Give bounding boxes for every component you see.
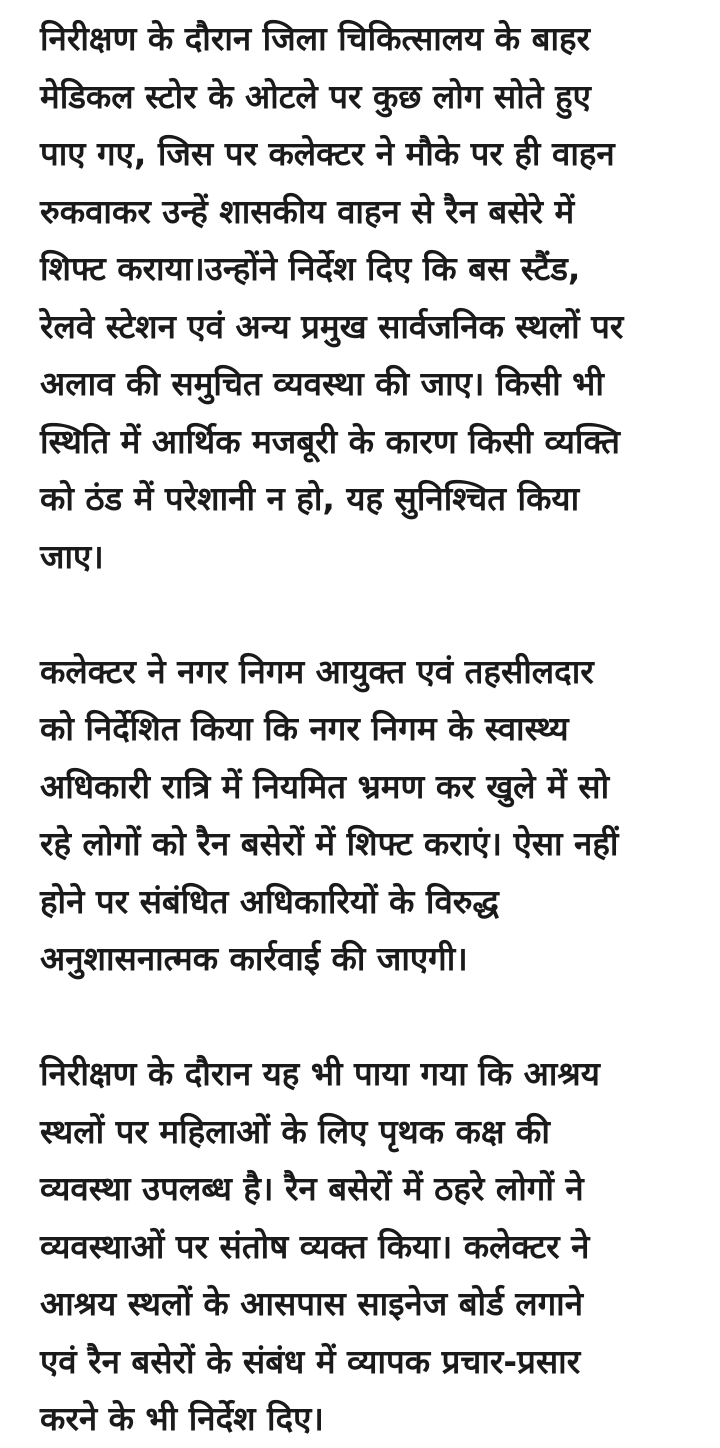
- paragraph-spacer: [40, 585, 690, 643]
- paragraph-1-line: स्थिति में आर्थिक मजबूरी के कारण किसी व्यक्ति: [40, 421, 620, 461]
- paragraph-1-line: अलाव की समुचित व्यवस्था की जाए। किसी भी: [40, 364, 604, 403]
- paragraph-2-line: कलेक्टर ने नगर निगम आयुक्त एवं तहसीलदार: [40, 651, 594, 691]
- paragraph-3-line: व्यवस्था उपलब्ध है। रैन बसेरों में ठहरे लोगों ने: [40, 1169, 584, 1208]
- paragraph-1-line: जाए।: [40, 536, 104, 576]
- paragraph-2-line: होने पर संबंधित अधिकारियों के विरुद्ध: [40, 881, 499, 921]
- paragraph-1-line: रेलवे स्टेशन एवं अन्य प्रमुख सार्वजनिक स्थलों पर: [40, 306, 624, 346]
- paragraph-2-line: अधिकारी रात्रि में नियमित भ्रमण कर खुले में सो: [40, 766, 610, 806]
- paragraph-spacer: [40, 988, 690, 1046]
- paragraph-1-line: पाए गए, जिस पर कलेक्टर ने मौके पर ही वाहन: [40, 134, 615, 173]
- paragraph-2: [40, 643, 690, 988]
- paragraph-3-line: व्यवस्थाओं पर संतोष व्यक्त किया। कलेक्टर ने: [40, 1226, 590, 1266]
- paragraph-3-line: निरीक्षण के दौरान यह भी पाया गया कि आश्रय: [40, 1054, 600, 1093]
- paragraph-1-line: मेडिकल स्टोर के ओटले पर कुछ लोग सोते हुए: [40, 76, 591, 116]
- paragraph-1-line: रुकवाकर उन्हें शासकीय वाहन से रैन बसेरे में: [40, 191, 575, 231]
- paragraph-1-line: को ठंड में परेशानी न हो, यह सुनिश्चित किया: [40, 479, 580, 518]
- paragraph-2-line: रहे लोगों को रैन बसेरों में शिफ्ट कराएं। ऐसा नहीं: [40, 824, 619, 863]
- paragraph-1-line: शिफ्ट कराया।उन्होंने निर्देश दिए कि बस स्टैंड,: [40, 249, 581, 288]
- paragraph-3-line: स्थलों पर महिलाओं के लिए पृथक कक्ष की: [40, 1111, 550, 1151]
- paragraph-3-line: आश्रय स्थलों के आसपास साइनेज बोर्ड लगाने: [40, 1284, 584, 1323]
- paragraph-1-line: निरीक्षण के दौरान जिला चिकित्सालय के बाहर: [40, 19, 591, 58]
- paragraph-3-line: एवं रैन बसेरों के संबंध में व्यापक प्रचार-प्रसार: [40, 1341, 581, 1381]
- paragraph-3-line: करने के भी निर्देश दिए।: [40, 1399, 324, 1438]
- paragraph-1: [40, 10, 690, 585]
- article-body: [40, 10, 690, 1448]
- paragraph-2-line: को निर्देशित किया कि नगर निगम के स्वास्थ्य: [40, 709, 569, 748]
- paragraph-2-line: अनुशासनात्मक कार्रवाई की जाएगी।: [40, 939, 468, 978]
- paragraph-3: [40, 1045, 690, 1448]
